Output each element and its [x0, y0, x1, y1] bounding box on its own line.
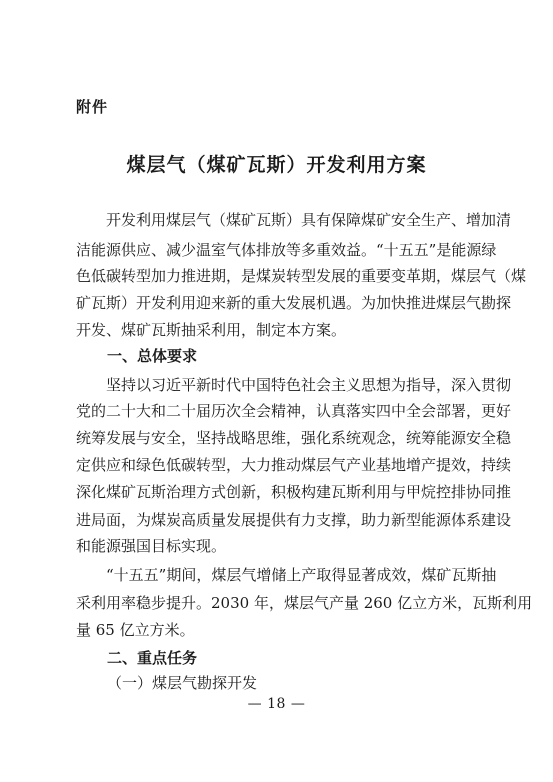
- intro-line: 矿瓦斯）开发利用迎来新的重大发展机遇。为加快推进煤层气勘探: [76, 294, 512, 312]
- section1-para1-line: 深化煤矿瓦斯治理方式创新，积极构建瓦斯利用与甲烷控排协同推: [76, 483, 512, 501]
- intro-line: 开发利用煤层气（煤矿瓦斯）具有保障煤矿安全生产、增加清: [76, 211, 512, 229]
- section1-para1-line: 进局面，为煤炭高质量发展提供有力支撑，助力新型能源体系建设: [76, 511, 512, 529]
- document-title: 煤层气（煤矿瓦斯）开发利用方案: [126, 154, 427, 176]
- section1-para2-line: 量 65 亿立方米。: [76, 621, 195, 639]
- intro-line: 洁能源供应、减少温室气体排放等多重效益。“十五五”是能源绿: [76, 241, 497, 259]
- section-subheading: （一）煤层气勘探开发: [107, 674, 258, 692]
- section1-para1-line: 定供应和绿色低碳转型，大力推动煤层气产业基地增产提效，持续: [76, 456, 512, 474]
- intro-line: 开发、煤矿瓦斯抽采利用，制定本方案。: [76, 321, 347, 339]
- page-number: — 18 —: [247, 696, 306, 712]
- attachment-label: 附件: [76, 98, 109, 116]
- section1-para1-line: 统筹发展与安全，坚持战略思维，强化系统观念，统筹能源安全稳: [76, 429, 512, 447]
- section1-para1-line: 和能源强国目标实现。: [76, 537, 227, 555]
- section-heading: 二、重点任务: [107, 649, 198, 667]
- section1-para2-line: 采利用率稳步提升。2030 年，煤层气产量 260 亿立方米，瓦斯利用: [76, 594, 533, 612]
- section1-para1-line: 坚持以习近平新时代中国特色社会主义思想为指导，深入贯彻: [76, 376, 512, 394]
- intro-line: 色低碳转型加力推进期，是煤炭转型发展的重要变革期，煤层气（煤: [76, 267, 527, 285]
- section-heading: 一、总体要求: [107, 347, 198, 365]
- section1-para2-line: “十五五”期间，煤层气增储上产取得显著成效，煤矿瓦斯抽: [76, 566, 497, 584]
- section1-para1-line: 党的二十大和二十届历次全会精神，认真落实四中全会部署，更好: [76, 402, 512, 420]
